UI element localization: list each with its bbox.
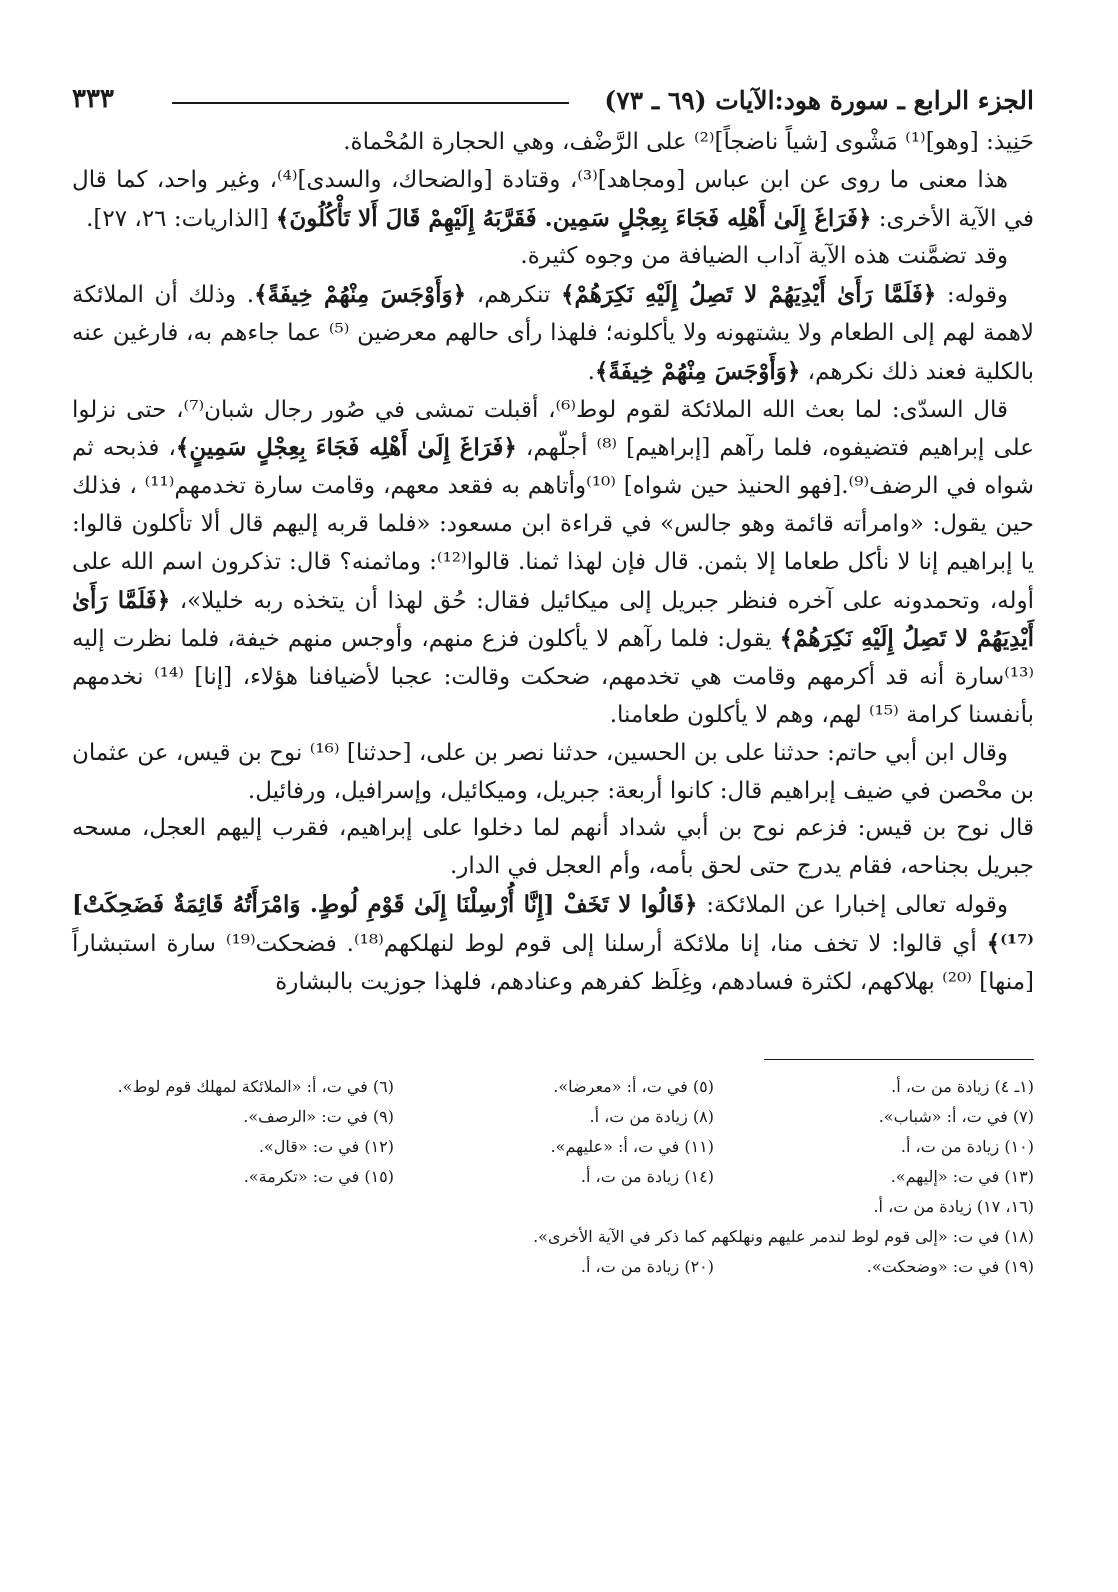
paragraph-1: حَنِيذ: [وهو]⁽¹⁾ مَشْوى [شياً ناضجاً]⁽²⁾ على الرَّضْف، وهي الحجارة المُحْماة. [343, 129, 1034, 155]
footnote: (١٥) في ت: «تكرمة». [243, 1167, 394, 1187]
chapter-title: الجزء الرابع ـ سورة هود:الآيات (٦٩ ـ ٧٣) [604, 86, 1034, 115]
footnote: (٨) زيادة من ت، أ. [589, 1107, 714, 1127]
footnote: (١٢) في ت: «قال». [258, 1137, 394, 1157]
quran-verse: ﴿فَرَاغَ إِلَىٰ أَهْلِه فَجَاءَ بِعِجْلٍ سَمِين. فَقَرَّبَهُ إِلَيْهِمْ قَالَ أَلا تَأْكُلُونَ﴾ [275, 204, 872, 232]
footnote: (١١) في ت، أ: «عليهم». [550, 1137, 714, 1157]
footnote-row [72, 1252, 1034, 1282]
paragraph-3: وقد تضمَّنت هذه الآية آداب الضيافة من وجوه كثيرة. [520, 243, 1008, 270]
book-page [72, 80, 1034, 1282]
footnote: (٩) في ت: «الرصف». [243, 1107, 394, 1127]
footnote-row [72, 1162, 1034, 1192]
footnotes [72, 1072, 1034, 1282]
paragraph-2: هذا معنى ما روى عن ابن عباس [ومجاهد]⁽³⁾، وقتادة [والضحاك، والسدى]⁽⁴⁾، وغير واحد، كما قال في الآية الأخرى: ﴿فَرَاغَ إِلَىٰ أَهْلِه فَجَاءَ بِعِجْلٍ سَمِين. فَقَرَّبَهُ إِلَيْهِمْ قَالَ أَلا تَأْكُلُونَ﴾ [الذاريات: ٢٦، ٢٧]. [72, 166, 1034, 232]
footnote: (١٨) في ت: «إلى قوم لوط لندمر عليهم ونهلكهم كما ذكر في الآية الأخرى». [533, 1227, 1034, 1247]
running-head [72, 80, 1034, 124]
footnote: (١٣) في ت: «إليهم». [890, 1167, 1034, 1187]
footnote: (١٤) زيادة من ت، أ. [580, 1167, 714, 1187]
footnote-row [72, 1072, 1034, 1102]
footnote: (٦) في ت، أ: «الملائكة لمهلك قوم لوط». [117, 1077, 394, 1097]
quran-verse: ﴿فَلَمَّا رَأَىٰ أَيْدِيَهُمْ لا تَصِلُ إِلَيْهِ نَكِرَهُمْ﴾ [72, 586, 1035, 653]
footnote: (١ـ ٤) زيادة من ت، أ. [891, 1077, 1034, 1097]
paragraph-6: وقال ابن أبي حاتم: حدثنا على بن الحسين، حدثنا نصر بن على، [حدثنا] ⁽¹⁶⁾ نوح بن قيس، عن عثمان بن محْصن في ضيف إبراهيم قال: كانوا أربعة: جبريل، وميكائيل، وإسرافيل، ورفائيل. [72, 739, 1034, 804]
footnote: (١٦، ١٧) زيادة من ت، أ. [873, 1197, 1034, 1217]
footnote: (٢٠) زيادة من ت، أ. [580, 1257, 714, 1277]
quran-verse: ﴿فَرَاغَ إِلَىٰ أَهْلِه فَجَاءَ بِعِجْلٍ سَمِينٍ﴾ [175, 434, 517, 462]
footnote: (١٠) زيادة من ت، أ. [900, 1137, 1034, 1157]
paragraph-8: وقوله تعالى إخبارا عن الملائكة: ﴿قَالُوا لا تَخَفْ [إِنَّا أُرْسِلْنَا إِلَىٰ قَوْمِ لُوطٍ. وَامْرَأَتُهُ قَائِمَةٌ فَضَحِكَتْ]⁽¹⁷⁾﴾ أي قالوا: لا تخف منا، إنا ملائكة أرسلنا إلى قوم لوط لنهلكهم⁽¹⁸⁾. فضحكت⁽¹⁹⁾ سارة استبشاراً [منها] ⁽²⁰⁾ بهلاكهم، لكثرة فسادهم، وغِلَظ كفرهم وعنادهم، فلهذا جوزيت بالبشارة [72, 890, 1035, 995]
page-number: ٣٣٣ [72, 84, 114, 114]
quran-verse: ﴿وَأَوْجَسَ مِنْهُمْ خِيفَةً﴾ [594, 357, 801, 385]
footnote-rule [764, 1059, 1034, 1060]
footnote-row [72, 1102, 1034, 1132]
footnote: (٧) في ت، أ: «شباب». [878, 1107, 1034, 1127]
quran-verse: ﴿فَلَمَّا رَأَىٰ أَيْدِيَهُمْ لا تَصِلُ إِلَيْهِ نَكِرَهُمْ﴾ [561, 281, 937, 309]
body-text [72, 124, 1034, 1001]
header-rule [172, 102, 569, 104]
footnote: (١٩) في ت: «وضحكت». [866, 1257, 1034, 1277]
quran-verse: ﴿قَالُوا لا تَخَفْ [إِنَّا أُرْسِلْنَا إِلَىٰ قَوْمِ لُوطٍ. وَامْرَأَتُهُ قَائِمَةٌ فَضَحِكَتْ]⁽¹⁷⁾﴾ [72, 890, 1035, 957]
footnote: (٥) في ت، أ: «معرضا». [553, 1077, 714, 1097]
paragraph-4: وقوله: ﴿فَلَمَّا رَأَىٰ أَيْدِيَهُمْ لا تَصِلُ إِلَيْهِ نَكِرَهُمْ﴾ تنكرهم، ﴿وَأَوْجَسَ مِنْهُمْ خِيفَةً﴾. وذلك أن الملائكة لاهمة لهم إلى الطعام ولا يشتهونه ولا يأكلونه؛ فلهذا رأى حالهم معرضين ⁽⁵⁾ عما جاءهم به، فارغين عنه بالكلية فعند ذلك نكرهم، ﴿وَأَوْجَسَ مِنْهُمْ خِيفَةً﴾. [72, 281, 1034, 385]
paragraph-7: قال نوح بن قيس: فزعم نوح بن أبي شداد أنهم لما دخلوا على إبراهيم، فقرب إليهم العجل، مسحه جبريل بجناحه، فقام يدرج حتى لحق بأمه، وأم العجل في الدار. [72, 815, 1034, 880]
footnote-row [72, 1132, 1034, 1162]
paragraph-5: قال السدّى: لما بعث الله الملائكة لقوم لوط⁽⁶⁾، أقبلت تمشى في صُور رجال شبان⁽⁷⁾، حتى نزلوا على إبراهيم فتضيفوه، فلما رآهم [إبراهيم] ⁽⁸⁾ أجلّهم، ﴿فَرَاغَ إِلَىٰ أَهْلِه فَجَاءَ بِعِجْلٍ سَمِينٍ﴾، فذبحه ثم شواه في الرضف⁽⁹⁾.[فهو الحنيذ حين شواه] ⁽¹⁰⁾وأتاهم به فقعد معهم، وقامت سارة تخدمهم⁽¹¹⁾ ، فذلك حين يقول: «وامرأته قائمة وهو جالس» في قراءة ابن مسعود: «فلما قربه إليهم قال ألا تأكلون قالوا: يا إبراهيم إنا لا نأكل طعاما إلا بثمن. قال فإن لهذا ثمنا. قالوا⁽¹²⁾: وماثمنه؟ قال: تذكرون اسم الله على أوله، وتحمدونه على آخره فنظر جبريل إلى ميكائيل فقال: حُق لهذا أن يتخذه ربه خليلا»، ﴿فَلَمَّا رَأَىٰ أَيْدِيَهُمْ لا تَصِلُ إِلَيْهِ نَكِرَهُمْ﴾ يقول: فلما رآهم لا يأكلون فزع منهم، وأوجس منهم خيفة، فلما نظرت إليه ⁽¹³⁾سارة أنه قد أكرمهم وقامت هي تخدمهم، ضحكت وقالت: عجبا لأضيافنا هؤلاء، [إنا] ⁽¹⁴⁾ نخدمهم بأنفسنا كرامة ⁽¹⁵⁾ لهم، وهم لا يأكلون طعامنا. [72, 396, 1035, 728]
quran-verse: ﴿وَأَوْجَسَ مِنْهُمْ خِيفَةً﴾ [254, 281, 467, 309]
